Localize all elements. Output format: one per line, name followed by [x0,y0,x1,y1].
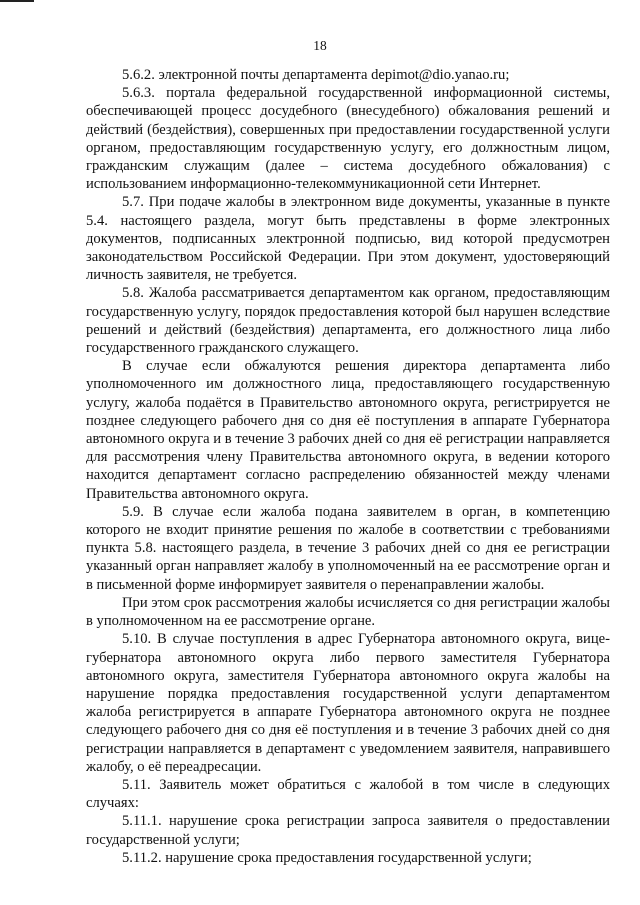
paragraph-5-10: 5.10. В случае поступления в адрес Губернатора автономного округа, вице-губернатора автономного округа либо первого заместителя Губернатора автономного округа, заместителя Губернатора автономного округа жалобы на нарушение порядка предоставления государственной услуги департаментом жалоба регистрируется в аппарате Губернатора автономного округа не позднее следующего рабочего дня со дня её поступления и в течение 3 рабочих дней со дня регистрации направляется в департамент с уведомлением заявителя, направившего жалобу, о её переадресации. [86,631,610,775]
paragraph-5-7: 5.7. При подаче жалобы в электронном виде документы, указанные в пункте 5.4. настоящего раздела, могут быть представлены в форме электронных документов, подписанных электронной подписью, вид которой предусмотрен законодательством Российской Федерации. При этом документ, удостоверяющий личность заявителя, не требуется. [86,194,610,284]
paragraph-5-8: 5.8. Жалоба рассматривается департаментом как органом, предоставляющим государственную услугу, порядок предоставления которой был нарушен вследствие решений и действий (бездействия) департамента, его должностного лица либо государственного гражданского служащего. [86,285,610,357]
paragraph-5-11-2: 5.11.2. нарушение срока предоставления государственной услуги; [122,849,532,866]
document-body [86,66,610,867]
paragraph-5-9-continued: При этом срок рассмотрения жалобы исчисляется со дня регистрации жалобы в уполномоченном на ее рассмотрение органе. [86,594,610,630]
scan-edge-mark [0,0,34,2]
paragraph-5-11: 5.11. Заявитель может обратиться с жалобой в том числе в следующих случаях: [86,776,610,812]
paragraph-5-11-1: 5.11.1. нарушение срока регистрации запроса заявителя о предоставлении государственной услуги; [86,813,610,848]
paragraph-5-6-2: 5.6.2. электронной почты департамента depimot@dio.yanao.ru; [122,67,510,83]
paragraph-5-8-continued: В случае если обжалуются решения директора департамента либо уполномоченного им должностного лица, предоставляющего государственную услугу, жалоба подаётся в Правительство автономного округа, регистрируется не позднее следующего рабочего дня со дня её поступления в аппарате Губернатора автономного округа и в течение 3 рабочих дней со дня её регистрации направляется для рассмотрения члену Правительства автономного округа, в ведении которого находится департамент согласно распределению обязанностей между членами Правительства автономного округа. [86,358,610,502]
page-number: 18 [313,38,327,53]
paragraph-5-6-3: 5.6.3. портала федеральной государственной информационной системы, обеспечивающей процесс досудебного (внесудебного) обжалования решений и действий (бездействия), совершенных при предоставлении государственной услуги органом, предоставляющим государственную услугу, его должностным лицом, гражданским служащим (далее – система досудебного обжалования) с использованием информационно-телекоммуникационной сети Интернет. [86,85,610,193]
paragraph-5-9: 5.9. В случае если жалоба подана заявителем в орган, в компетенцию которого не входит принятие решения по жалобе в соответствии с требованиями пункта 5.8. настоящего раздела, в течение 3 рабочих дней со дня ее регистрации указанный орган направляет жалобу в уполномоченный на ее рассмотрение орган и в письменной форме информирует заявителя о перенаправлении жалобы. [86,503,610,593]
